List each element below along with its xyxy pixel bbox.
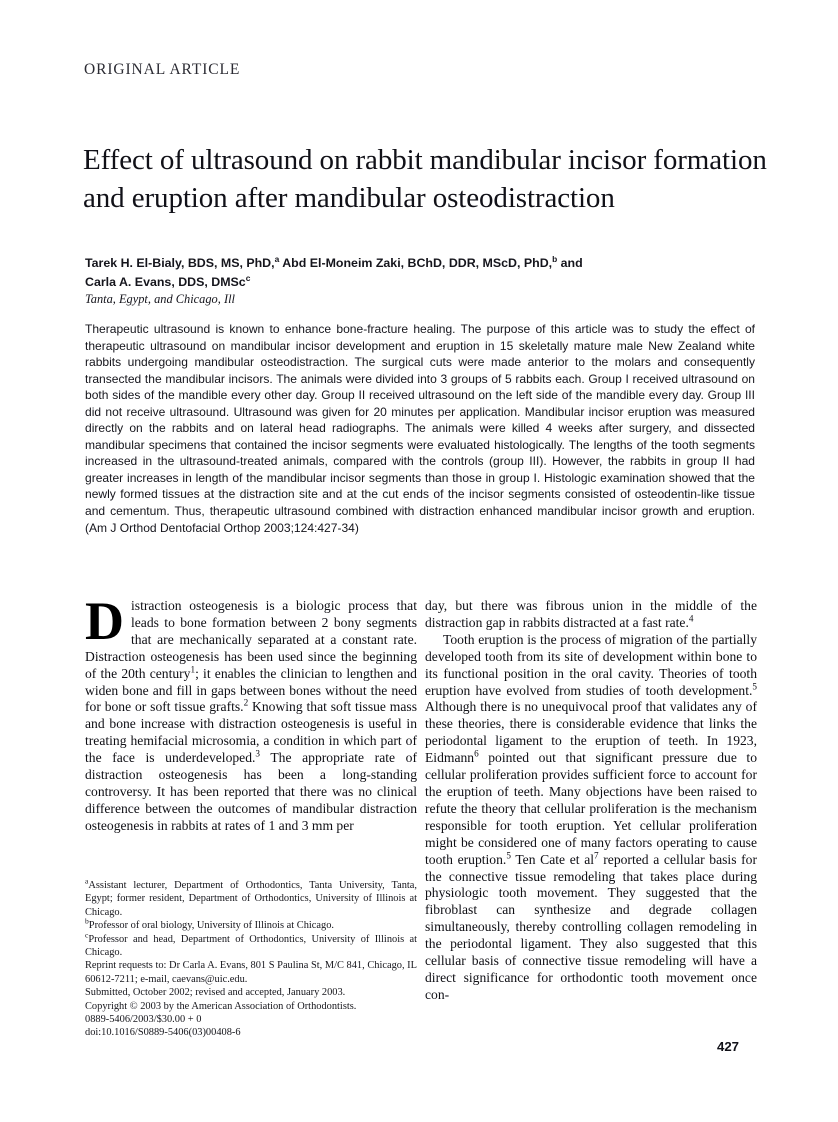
citation-reference: 3	[255, 748, 260, 759]
author-locations: Tanta, Egypt, and Chicago, Ill	[85, 292, 235, 306]
footnote-b	[85, 916, 417, 932]
body-paragraph	[425, 598, 757, 632]
footnote-marker-b: b	[85, 916, 89, 926]
body-text-run: pointed out that significant pressure due to cellular proliferation provides sufficient force to account for the eruption of teeth. Many objections have been raised to refute the theory that cellular proliferation is the mechanism responsible for tooth eruption. Yet cellular proliferation might be considered one of many factors operating to cause tooth eruption.	[425, 750, 757, 867]
author-byline	[85, 254, 765, 292]
author-line-2: Carla A. Evans, DDS, DMSc	[85, 275, 246, 289]
body-column-right	[425, 598, 757, 1004]
author-line-1-part-c: and	[557, 256, 583, 270]
citation-reference: 5	[506, 850, 511, 861]
body-text-run: ; it enables the clinician to lengthen and widen bone and fill in gaps between bones without the need for bone or soft tissue grafts.	[85, 665, 417, 715]
body-text-run: The appropriate rate of distraction osteogenesis has been a long-standing controversy. It has been reported that there was no clinical difference between the outcomes of mandibular distraction osteogenesis in rabbits at rates of 1 and 3 mm per	[85, 750, 417, 833]
citation-reference: 5	[752, 681, 757, 691]
footnote-a	[85, 876, 417, 919]
citation-reference: 7	[594, 850, 599, 861]
body-text-run: day, but there was fibrous union in the middle of the distraction gap in rabbits distracted at a fast rate.	[425, 598, 757, 630]
author-affiliation-marker-a: a	[274, 253, 280, 264]
citation-reference: 4	[688, 613, 694, 624]
body-text-run: Ten Cate et al	[510, 851, 595, 867]
doi-line: doi:10.1016/S0889-5406(03)00408-6	[85, 1027, 241, 1039]
body-text-run: Tooth eruption is the process of migration of the partially developed tooth from its site of development within bone to its functional position in the oral cavity. Theories of tooth eruption have evolved from studies of tooth development.	[425, 631, 757, 698]
body-column-left	[85, 591, 417, 835]
footnote-b-text: Professor of oral biology, University of Illinois at Chicago.	[88, 920, 334, 932]
author-affiliation-marker-b: b	[552, 253, 558, 264]
article-type-kicker: ORIGINAL ARTICLE	[84, 61, 241, 78]
body-paragraph	[425, 632, 757, 1004]
issn-pricing-line: 0889-5406/2003/$30.00 + 0	[85, 1014, 202, 1026]
abstract-text: Therapeutic ultrasound is known to enhance bone-fracture healing. The purpose of this article was to study the effect of therapeutic ultrasound on mandibular incisor development and eruption in 15 skeletally mature male New Zealand white rabbits undergoing mandibular osteodistraction. The surgical cuts were made anterior to the molars and consequently transected the mandibular incisors. The animals were divided into 3 groups of 5 rabbits each. Group I received ultrasound on both sides of the mandible every other day. Group II received ultrasound on the left side of the mandible every day. Group III did not receive ultrasound. Ultrasound was given for 20 minutes per application. Mandibular incisor eruption was measured directly on the rabbits and on lateral head radiographs. The animals were killed 4 weeks after surgery, and dissected mandibular specimens that contained the incisor segments were evaluated histologically. The lengths of the tooth segments increased in the ultrasound-treated animals, compared with the controls (group III). However, the rabbits in group II had greater increases in length of the mandibular incisor segments than those in group I. Histologic examination showed that the newly formed tissues at the distraction site and at the cut ends of the incisor segments consisted of osteodentin-like tissue and cementum. Thus, therapeutic ultrasound combined with distraction enhanced mandibular incisor growth and eruption. (Am J Orthod Dentofacial Orthop 2003;124:427-34)	[85, 322, 755, 535]
author-line-1-part-a: Tarek H. El-Bialy, BDS, MS, PhD,	[85, 256, 275, 270]
body-text-run: Although there is no unequivocal proof that validates any of these theories, there is considerable evidence that links the periodontal ligament to the eruption of teeth. In 1923, Eidmann	[425, 699, 757, 766]
body-text-run: reported a cellular basis for the connective tissue remodeling that takes place during physiologic tooth movement. They suggested that the fibroblast can synthesize and degrade collagen simultaneously, thereby controlling collagen remodeling in the periodontal ligament. They also suggested that this cellular basis of connective tissue remodeling will have a direct significance for orthodontic tooth movement once con-	[425, 851, 758, 1002]
footnote-c-text: Professor and head, Department of Orthodontics, University of Illinois at Chicago.	[85, 933, 417, 959]
body-text-run: Knowing that soft tissue mass and bone increase with distraction osteogenesis is useful in treating hemifacial microsomia, a condition in which part of the face is underdeveloped.	[85, 699, 417, 766]
citation-reference: 2	[243, 697, 249, 708]
submission-dates: Submitted, October 2002; revised and accepted, January 2003.	[85, 987, 346, 999]
page-number: 427	[717, 1039, 740, 1054]
footnotes-block	[85, 876, 417, 1040]
body-paragraph	[85, 591, 417, 835]
reprint-requests: Reprint requests to: Dr Carla A. Evans, 801 S Paulina St, M/C 841, Chicago, IL 60612-7211; e-mail, caevans@uic.edu.	[85, 960, 417, 985]
citation-reference: 6	[474, 748, 479, 759]
footnote-marker-a: a	[85, 876, 89, 886]
author-affiliation-marker-c: c	[245, 272, 251, 283]
footnote-a-text: Assistant lecturer, Department of Orthodontics, Tanta University, Tanta, Egypt; former resident, Department of Orthodontics, University of Illinois at Chicago.	[85, 880, 417, 918]
drop-cap-letter: D	[85, 591, 124, 651]
copyright-notice: Copyright © 2003 by the American Association of Orthodontists.	[85, 1000, 357, 1012]
footnote-marker-c: c	[85, 930, 89, 940]
page-title: Effect of ultrasound on rabbit mandibular incisor formation and eruption after mandibular osteodistraction	[83, 144, 767, 215]
footnote-c	[85, 930, 417, 960]
author-line-1-part-b: Abd El-Moneim Zaki, BChD, DDR, MScD, PhD,	[279, 256, 553, 270]
body-text-run: istraction osteogenesis is a biologic process that leads to bone formation between 2 bony segments that are mechanically separated at a constant rate. Distraction osteogenesis has been used since the beginning of the 20th century	[85, 598, 417, 681]
citation-reference: 1	[190, 664, 196, 675]
